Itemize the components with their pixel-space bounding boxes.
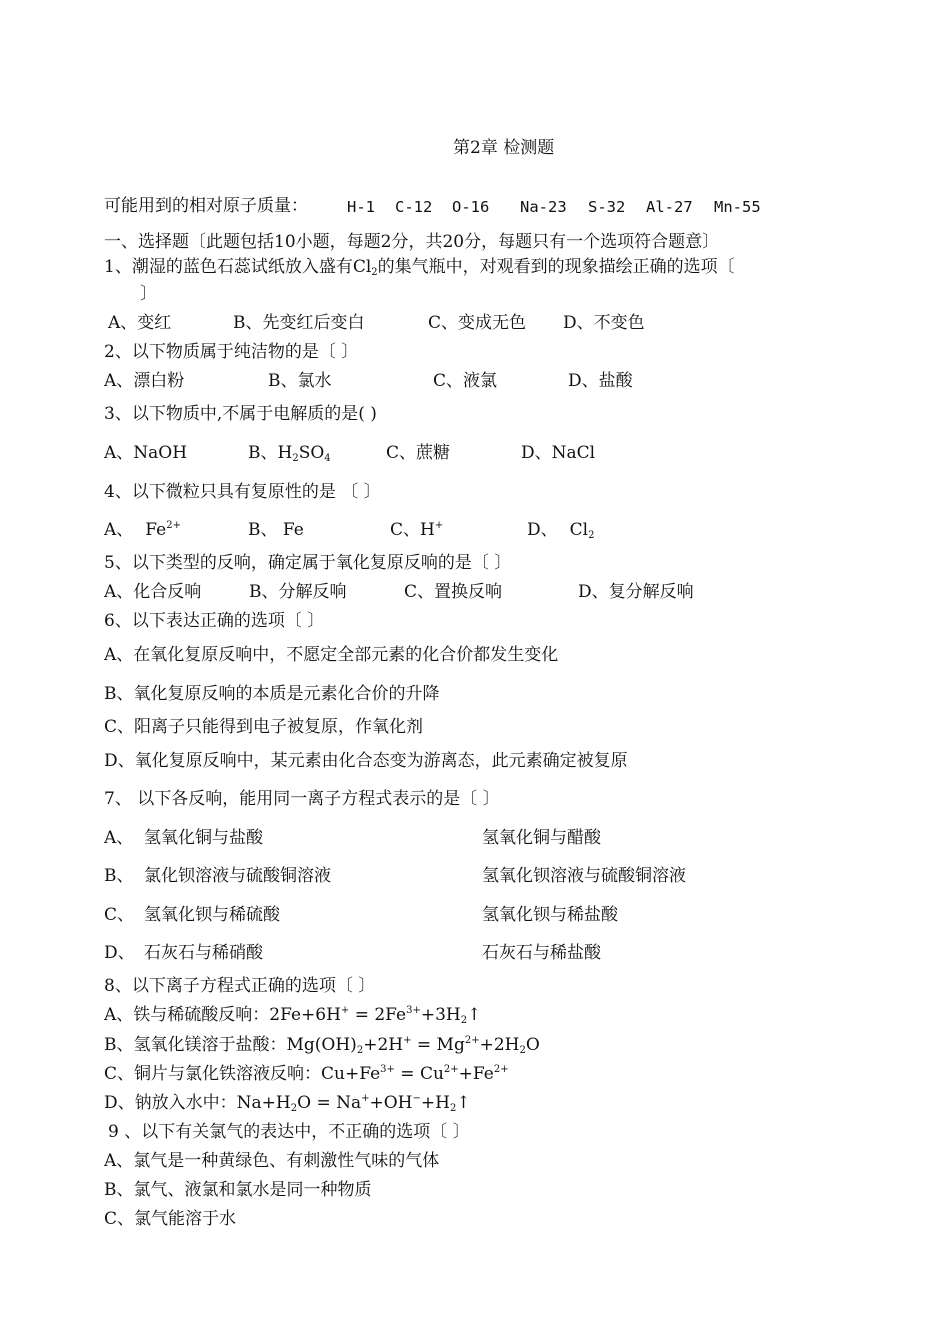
q6-option-c: C、阳离子只能得到电子被复原，作氧化剂 <box>104 717 424 737</box>
q8-a-tail: ↑ <box>467 1005 482 1025</box>
q8-a-s1: + <box>340 1005 350 1016</box>
q2-option-d: D、盐酸 <box>568 371 633 391</box>
q8-a-p2: = 2Fe <box>349 1005 407 1025</box>
q6-option-b: B、氧化复原反响的本质是元素化合价的升降 <box>104 684 440 704</box>
atomic-mass-label: 可能用到的相对原子质量： <box>104 196 308 216</box>
q4-d-sub: 2 <box>588 530 595 541</box>
q4-option-c <box>390 519 443 541</box>
q8-a-sub: 2 <box>460 1015 468 1026</box>
q4-option-a <box>104 519 181 541</box>
q5-option-a: A、化合反响 <box>104 582 202 602</box>
q8-c-p3: +Fe <box>458 1064 494 1084</box>
q1-option-d: D、不变色 <box>563 313 645 333</box>
q3-option-d: D、NaCl <box>521 443 596 463</box>
q3-sub-2: 2 <box>292 453 299 464</box>
q8-a-p3: +3H <box>420 1005 461 1025</box>
section-heading: 一、选择题〔此题包括10小题，每题2分，共20分，每题只有一个选项符合题意〕 <box>104 232 720 252</box>
q5-stem: 5、以下类型的反响，确定属于氧化复原反响的是〔 〕 <box>104 553 512 573</box>
mass-h: H-1 <box>347 198 375 216</box>
page-title: 第2章 检测题 <box>453 138 555 158</box>
q1-stem-text: 1、潮湿的蓝色石蕊试纸放入盛有Cl <box>104 257 372 277</box>
q7-row-a-right: 氢氧化铜与醋酸 <box>482 828 601 848</box>
q8-b-lead: B、氢氧化镁溶于盐酸： <box>104 1035 287 1055</box>
q3-option-c: C、蔗糖 <box>386 443 451 463</box>
q3-option-b <box>248 442 331 464</box>
q8-c-lead: C、铜片与氯化铁溶液反响： <box>104 1064 322 1084</box>
q8-b-p3: = Mg <box>411 1035 465 1055</box>
q8-d-s2: − <box>412 1093 421 1104</box>
q5-option-b: B、分解反响 <box>249 582 347 602</box>
q7-row-c-left: 氢氧化钡与稀硫酸 <box>144 905 280 925</box>
q4-stem: 4、以下微粒只具有复原性的是 〔 〕 <box>104 482 381 502</box>
q4-option-b: B、 Fe <box>248 520 304 540</box>
q8-c-p1: Cu+Fe <box>321 1064 381 1084</box>
q7-row-a-label: A、 <box>104 828 134 848</box>
q3-option-b-text: B、H <box>248 443 293 463</box>
q7-row-c-label: C、 <box>104 905 135 925</box>
q3-option-a: A、NaOH <box>104 443 188 463</box>
q8-d-p1: Na+H <box>236 1093 291 1113</box>
q7-row-b-left: 氯化钡溶液与硫酸铜溶液 <box>144 866 331 886</box>
q7-row-d-label: D、 <box>104 943 135 963</box>
q8-c-s1: 3+ <box>380 1064 395 1075</box>
q4-a-fe: Fe <box>145 520 167 540</box>
q1-stem <box>104 256 735 278</box>
q9-option-b: B、氯气、液氯和氯水是同一种物质 <box>104 1180 372 1200</box>
q4-a-prefix: A、 <box>104 520 134 540</box>
q8-option-c <box>104 1063 509 1085</box>
q7-row-b-label: B、 <box>104 866 134 886</box>
q3-stem: 3、以下物质中,不属于电解质的是( ) <box>104 404 377 424</box>
q3-so: SO <box>298 443 325 463</box>
mass-c: C-12 <box>395 198 433 216</box>
mass-al: Al-27 <box>646 198 693 216</box>
mass-mn: Mn-55 <box>714 198 761 216</box>
mass-na: Na-23 <box>520 198 567 216</box>
q7-row-d-right: 石灰石与稀盐酸 <box>482 943 601 963</box>
q8-c-p2: = Cu <box>394 1064 444 1084</box>
q8-option-b <box>104 1034 540 1056</box>
q9-option-a: A、氯气是一种黄绿色、有刺激性气味的气体 <box>104 1151 440 1171</box>
q8-stem: 8、以下离子方程式正确的选项〔 〕 <box>104 976 376 996</box>
q4-c-charge: + <box>434 520 444 531</box>
q8-d-s1: + <box>361 1093 370 1104</box>
q8-c-s3: 2+ <box>493 1064 509 1075</box>
q8-a-p1: 2Fe+6H <box>269 1005 341 1025</box>
q8-c-s2: 2+ <box>443 1064 459 1075</box>
q9-option-c: C、氯气能溶于水 <box>104 1209 237 1229</box>
q8-b-sub: 2 <box>356 1045 364 1056</box>
q1-stem-continued: 〕 <box>140 284 157 304</box>
q9-stem: 9 、以下有关氯气的表达中，不正确的选项〔 〕 <box>108 1122 470 1142</box>
q8-d-p4: +H <box>420 1093 450 1113</box>
q8-d-p2: O = Na <box>297 1093 362 1113</box>
q5-option-d: D、复分解反响 <box>578 582 694 602</box>
q8-b-p4: +2H <box>479 1035 520 1055</box>
q7-row-b-right: 氢氧化钡溶液与硫酸铜溶液 <box>482 866 686 886</box>
q4-d-cl: Cl <box>569 520 589 540</box>
q8-a-lead: A、铁与稀硫酸反响： <box>104 1005 270 1025</box>
q7-row-d-left: 石灰石与稀硝酸 <box>144 943 263 963</box>
q1-subscript: 2 <box>371 267 378 278</box>
q4-a-charge: 2+ <box>166 520 181 531</box>
q2-option-c: C、液氯 <box>433 371 498 391</box>
q8-d-sub2: 2 <box>449 1103 457 1114</box>
q8-d-tail: ↑ <box>456 1093 471 1113</box>
q2-stem: 2、以下物质属于纯洁物的是〔 〕 <box>104 342 359 362</box>
q8-d-lead: D、钠放入水中： <box>104 1093 237 1113</box>
atomic-mass-line <box>104 195 308 217</box>
q8-b-s1: + <box>403 1035 412 1046</box>
q7-row-a-left: 氢氧化铜与盐酸 <box>144 828 263 848</box>
q8-b-s2: 2+ <box>464 1035 480 1046</box>
q1-stem-tail: 的集气瓶中，对观看到的现象描绘正确的选项〔 <box>377 257 735 277</box>
q6-option-d: D、氧化复原反响中，某元素由化合态变为游离态，此元素确定被复原 <box>104 751 628 771</box>
q8-b-p5: O <box>525 1035 540 1055</box>
q8-option-a <box>104 1004 481 1026</box>
mass-s: S-32 <box>588 198 626 216</box>
q8-b-p1: Mg(OH) <box>286 1035 357 1055</box>
q6-option-a: A、在氧化复原反响中，不愿定全部元素的化合价都发生变化 <box>104 645 559 665</box>
q7-row-c-right: 氢氧化钡与稀盐酸 <box>482 905 618 925</box>
q4-c-h: C、H <box>390 520 435 540</box>
q8-b-sub2: 2 <box>519 1045 526 1056</box>
q1-option-b: B、先变红后变白 <box>233 313 365 333</box>
q1-option-a: A、变红 <box>108 313 172 333</box>
q4-option-d <box>527 519 594 541</box>
q2-option-b: B、氯水 <box>268 371 332 391</box>
q7-stem: 7、 以下各反响，能用同一离子方程式表示的是〔 〕 <box>104 789 500 809</box>
mass-o: O-16 <box>452 198 490 216</box>
q8-b-p2: +2H <box>363 1035 404 1055</box>
q8-d-sub: 2 <box>290 1103 298 1114</box>
q3-sub-4: 4 <box>324 453 331 464</box>
q1-option-c: C、变成无色 <box>428 313 527 333</box>
q2-option-a: A、漂白粉 <box>104 371 185 391</box>
q8-d-p3: +OH <box>369 1093 413 1113</box>
q5-option-c: C、置换反响 <box>404 582 503 602</box>
q6-stem: 6、以下表达正确的选项〔 〕 <box>104 611 325 631</box>
q8-option-d <box>104 1092 471 1114</box>
q8-a-s2: 3+ <box>406 1005 421 1016</box>
q4-d-prefix: D、 <box>527 520 558 540</box>
